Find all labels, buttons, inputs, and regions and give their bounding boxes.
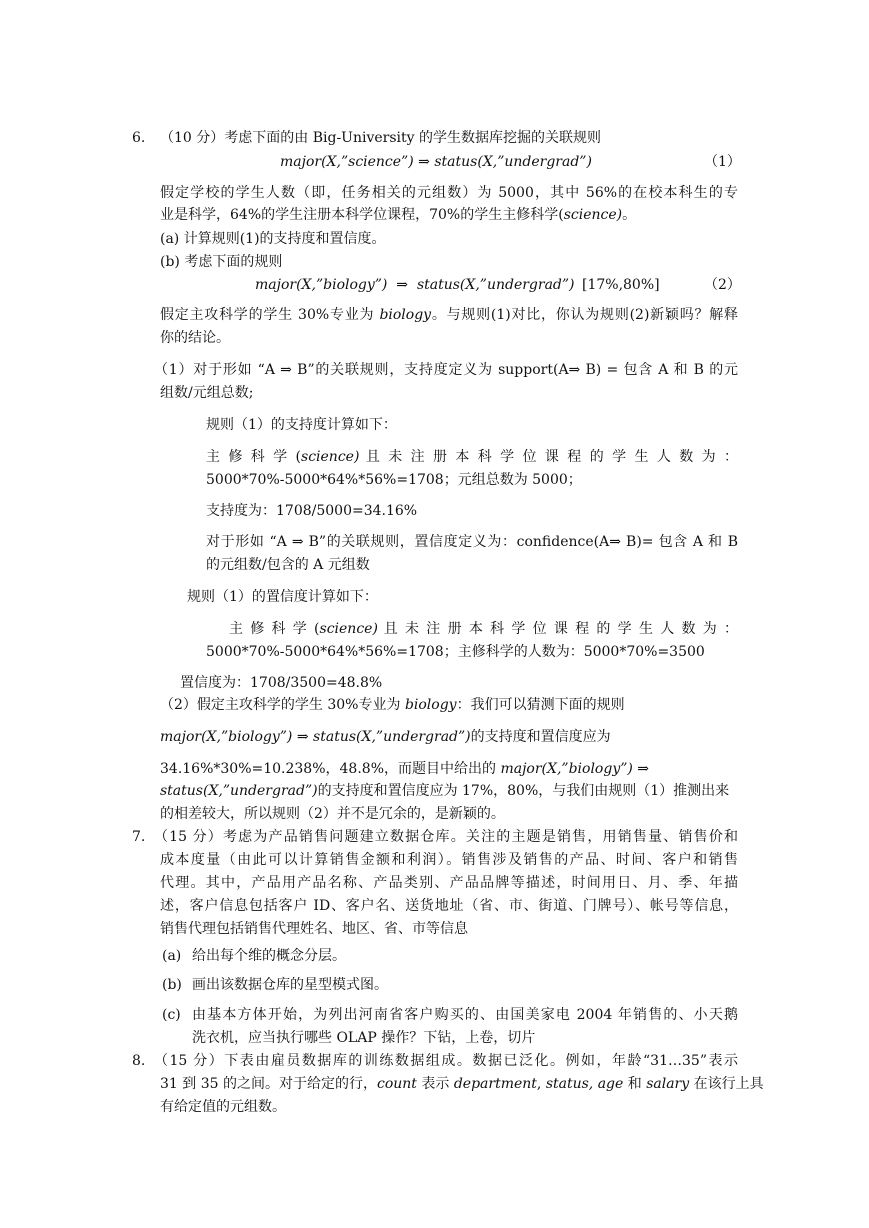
- paragraph-line: 代理。其中，产品用产品名称、产品类别、产品品牌等描述，时间用日、月、季、年描: [160, 875, 738, 891]
- italic-term: salary: [646, 1076, 690, 1092]
- question-number: 7.: [132, 829, 146, 845]
- text-run: 主 修 科 学 (: [229, 621, 320, 637]
- sub-item-b: (b) 考虑下面的规则: [160, 254, 283, 270]
- rule-formula: [255, 276, 575, 294]
- rule-arg: (X,”undergrad”): [459, 277, 575, 293]
- paragraph-line: [160, 306, 738, 324]
- answer-line: 组数/元组总数;: [160, 385, 254, 401]
- rule-arg: (X,”undergrad”): [477, 154, 592, 170]
- italic-term: science): [319, 621, 378, 637]
- text-run: ：我们可以猜测下面的规则: [456, 697, 625, 713]
- paragraph-line: （15 分）考虑为产品销售问题建立数据仓库。关注的主题是销售，用销售量、销售价和: [154, 829, 738, 845]
- answer-line: [160, 696, 625, 714]
- rule-major: major: [280, 154, 322, 170]
- text-run: 。与规则(1)对比，你认为规则(2)新颖吗？解释: [431, 307, 738, 323]
- paragraph-line: 假定学校的学生人数（即，任务相关的元组数）为 5000，其中 56%的在校本科生的专: [160, 185, 738, 201]
- text-run: 31 到 35 的之间。对于给定的行，: [160, 1076, 377, 1092]
- italic-term: (X,”biology”): [201, 729, 293, 745]
- equation-tag: （2）: [704, 277, 741, 293]
- answer-line: [206, 448, 738, 466]
- question-intro: （10 分）考虑下面的由 Big-University 的学生数据库挖掘的关联规则: [160, 130, 601, 146]
- sub-item-label: (c): [162, 1007, 181, 1023]
- answer-line: 规则（1）的置信度计算如下：: [187, 589, 378, 605]
- rule-status: status: [434, 154, 478, 170]
- italic-term: science): [301, 449, 360, 465]
- answer-line: [160, 728, 611, 746]
- text-run: 和: [623, 1076, 647, 1092]
- italic-term: status: [313, 729, 357, 745]
- italic-term: (X,”biology”): [541, 761, 633, 777]
- italic-term: major: [500, 761, 542, 777]
- paragraph-line: 销售代理包括销售代理姓名、地区、省、市等信息: [160, 921, 468, 937]
- text-run: 业是科学，64%的学生注册本科学位课程，70%的学生主修科学(: [160, 207, 564, 223]
- italic-term: biology: [404, 697, 457, 713]
- rule-arg: (X,”biology”): [296, 277, 388, 293]
- support-result: 支持度为：1708/5000=34.16%: [206, 503, 418, 519]
- rule-major: major: [255, 277, 297, 293]
- sub-item-label: (b): [162, 977, 182, 993]
- text-run: （2）假定主攻科学的学生 30%专业为: [160, 697, 405, 713]
- text-run: 的支持度和置信度应为: [470, 729, 611, 745]
- text-run: 假定主攻科学的学生 30%专业为: [160, 307, 380, 323]
- sub-item-c: 由基本方体开始，为列出河南省客户购买的、由国美家电 2004 年销售的、小天鹅: [192, 1007, 738, 1023]
- answer-line: 的元组数/包含的 A 元组数: [206, 557, 370, 573]
- text-run: 且 未 注 册 本 科 学 位 课 程 的 学 生 人 数 为 ：: [359, 449, 739, 465]
- italic-term: status, age: [545, 1076, 624, 1092]
- rule-arg: (X,”science”): [321, 154, 414, 170]
- text-run: 且 未 注 册 本 科 学 位 课 程 的 学 生 人 数 为 ：: [377, 621, 738, 637]
- implies-symbol: ⇒: [413, 154, 435, 170]
- paragraph-line: 述，客户信息包括客户 ID、客户名、送货地址（省、市、街道、门牌号）、帐号等信息，: [160, 898, 738, 914]
- answer-line: 对于形如 “A ⇒ B”的关联规则，置信度定义为：confidence(A⇒ B)= 包含 A 和 B: [206, 534, 738, 550]
- italic-term: status: [160, 783, 203, 799]
- paragraph-line: [160, 1075, 764, 1093]
- sub-item-a: (a) 计算规则(1)的支持度和置信度。: [160, 231, 386, 247]
- paragraph-line: 成本度量（由此可以计算销售金额和利润）。销售涉及销售的产品、时间、客户和销售: [160, 852, 738, 868]
- italic-term: science): [563, 207, 623, 223]
- confidence-result: 置信度为：1708/3500=48.8%: [180, 675, 383, 691]
- text-run: 。: [622, 207, 637, 223]
- sub-item-label: (a): [162, 948, 182, 964]
- text-run: 主 修 科 学 (: [206, 449, 302, 465]
- paragraph-line: [160, 206, 636, 224]
- implies-symbol: ⇒: [387, 277, 417, 293]
- sub-item-c: 洗衣机，应当执行哪些 OLAP 操作？下钻，上卷，切片: [192, 1030, 536, 1046]
- answer-line: （1）对于形如 “A ⇒ B”的关联规则，支持度定义为 support(A⇒ B) = 包含 A 和 B 的元: [154, 362, 738, 378]
- text-run: 34.16%*30%=10.238%，48.8%，而题目中给出的: [160, 761, 501, 777]
- text-run: ,: [536, 1076, 546, 1092]
- rule-formula: [280, 153, 592, 171]
- italic-term: (X,”undergrad”): [356, 729, 471, 745]
- italic-term: count: [376, 1076, 417, 1092]
- answer-line: [229, 620, 738, 638]
- paragraph-line: 你的结论。: [160, 330, 230, 346]
- rule-status: status: [416, 277, 460, 293]
- equation-tag: （1）: [704, 154, 741, 170]
- implies-symbol: ⇒: [292, 729, 314, 745]
- answer-line: 5000*70%-5000*64%*56%=1708；元组总数为 5000；: [206, 472, 582, 488]
- sub-item-b: 画出该数据仓库的星型模式图。: [192, 977, 388, 993]
- answer-line: 规则（1）的支持度计算如下：: [206, 417, 397, 433]
- rule-metrics: [17%,80%]: [582, 277, 660, 293]
- text-run: 的支持度和置信度应为 17%，80%，与我们由规则（1）推测出来: [317, 783, 730, 799]
- answer-line: 5000*70%-5000*64%*56%=1708；主修科学的人数为：5000*70%=3500: [206, 644, 705, 660]
- text-run: 在该行上具: [689, 1076, 764, 1092]
- italic-term: (X,”undergrad”): [202, 783, 318, 799]
- italic-term: biology: [379, 307, 432, 323]
- sub-item-a: 给出每个维的概念分层。: [192, 948, 346, 964]
- implies-symbol: ⇒: [632, 761, 650, 777]
- italic-term: major: [160, 729, 202, 745]
- question-number: 6.: [132, 130, 146, 146]
- answer-line: [160, 760, 649, 778]
- paragraph-line: 有给定值的元组数。: [160, 1099, 286, 1115]
- italic-term: department: [453, 1076, 537, 1092]
- text-run: 表示: [416, 1076, 454, 1092]
- question-number: 8.: [132, 1053, 146, 1069]
- answer-line: [160, 782, 729, 800]
- answer-line: 的相差较大，所以规则（2）并不是冗余的，是新颖的。: [160, 806, 505, 822]
- paragraph-line: （15 分）下表由雇员数据库的训练数据组成。数据已泛化。例如，年龄“31…35”表示: [154, 1053, 738, 1069]
